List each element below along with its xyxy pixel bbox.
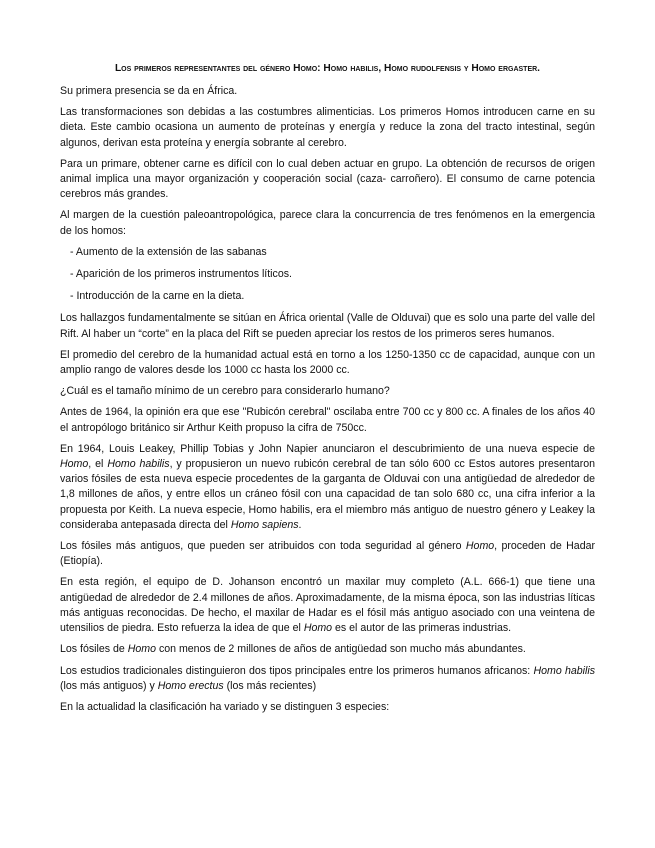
text-run: (los más recientes) [223,679,317,692]
text-run: es el autor de las primeras industrias. [332,622,512,635]
text-run: (los más antiguos) y [60,679,158,692]
text-run: , el [88,458,108,471]
paragraph: Las transformaciones son debidas a las costumbres alimenticias. Los primeros Homos introducen carne en su dieta. Este cambio ocasiona un aumento de proteínas y energía y reduce la zona del tracto intestinal, según algunos, derivan esta proteína y energía sobrante al cerebro. [60,106,595,149]
text-run: . [298,518,302,531]
paragraph: Para un primare, obtener carne es difícil con lo cual deben actuar en grupo. La obtención de recursos de origen animal implica una mayor organización y cooperación social (caza- carroñero). El consumo de carne potencia cerebros más grandes. [60,157,595,201]
paragraph: Su primera presencia se da en África. [60,85,238,97]
text-run: Los fósiles más antiguos, que pueden ser atribuidos con toda seguridad al género [60,540,466,553]
italic-term: Homo [303,622,333,635]
text-run: Los fósiles de [60,643,128,656]
italic-term: Homo erectus [157,679,224,692]
paragraph [60,539,595,569]
paragraph: ¿Cuál es el tamaño mínimo de un cerebro para considerarlo humano? [60,385,390,398]
list-item: - Aparición de los primeros instrumentos líticos. [70,268,292,281]
document-title: Los primeros representantes del género Homo: Homo habilis, Homo rudolfensis y Homo ergaster. [114,63,541,74]
italic-term: Homo habilis [107,458,170,471]
italic-term: Homo sapiens [230,518,299,531]
paragraph [60,442,595,533]
document-page [60,62,595,721]
text-run: En 1964, Louis Leakey, Phillip Tobias y John Napier anunciaron el descubrimiento de una nueva especie de [60,442,595,455]
italic-term: Homo [127,643,156,656]
list-item: - Introducción de la carne en la dieta. [70,290,245,303]
italic-term: Homo habilis [533,664,595,677]
paragraph: Antes de 1964, la opinión era que ese "Rubicón cerebral" oscilaba entre 700 cc y 800 cc. A finales de los años 40 el antropólogo británico sir Arthur Keith propuso la cifra de 750cc. [60,406,595,434]
paragraph [60,664,595,694]
paragraph [60,642,595,657]
italic-term: Homo [465,540,495,553]
paragraph: Al margen de la cuestión paleoantropológica, parece clara la concurrencia de tres fenómenos en la emergencia de los homos: [60,209,595,237]
text-run: con menos de 2 millones de años de antigüedad son mucho más abundantes. [156,643,526,656]
italic-term: Homo [60,458,89,471]
paragraph: En la actualidad la clasificación ha variado y se distinguen 3 especies: [60,700,390,713]
list-item: - Aumento de la extensión de las sabanas [70,245,267,258]
text-run: , y propusieron un nuevo rubicón cerebral de tan sólo 600 cc Estos autores presentaron varios fósiles de esta nueva especie procedentes de la garganta de Olduvai con una antigüedad de alrededor de 1,8 millones de años, y entre ellos un cráneo fósil con una capacidad de tan solo 680 cc, una cifra inferior a la propuesta por Keith. La nueva especie, Homo habilis, era el miembro más antiguo de nuestro género y Leakey la consideraba antepasada directa del [60,458,596,531]
paragraph [60,575,595,636]
text-run: Los estudios tradicionales distinguieron dos tipos principales entre los primeros humanos africanos: [60,664,534,677]
paragraph: Los hallazgos fundamentalmente se sitúan en África oriental (Valle de Olduvai) que es solo una parte del valle del Rift. Al haber un “corte” en la placa del Rift se pueden apreciar los restos de los primeros seres humanos. [60,312,595,340]
paragraph: El promedio del cerebro de la humanidad actual está en torno a los 1250-1350 cc de capacidad, aunque con un amplio rango de valores desde los 1000 cc hasta los 2000 cc. [60,348,595,377]
text-run: En esta región, el equipo de D. Johanson encontró un maxilar muy completo (A.L. 666-1) que tiene una antigüedad de alrededor de 2.4 millones de años. Aproximadamente, de la misma época, son las industrias líticas más antiguas reconocidas. De hecho, el maxilar de Hadar es el fósil más antiguo asociado con una veintena de utensilios de piedra. Esto refuerza la idea de que el [60,576,595,635]
text-run: , proceden de Hadar (Etiopía). [60,540,595,568]
